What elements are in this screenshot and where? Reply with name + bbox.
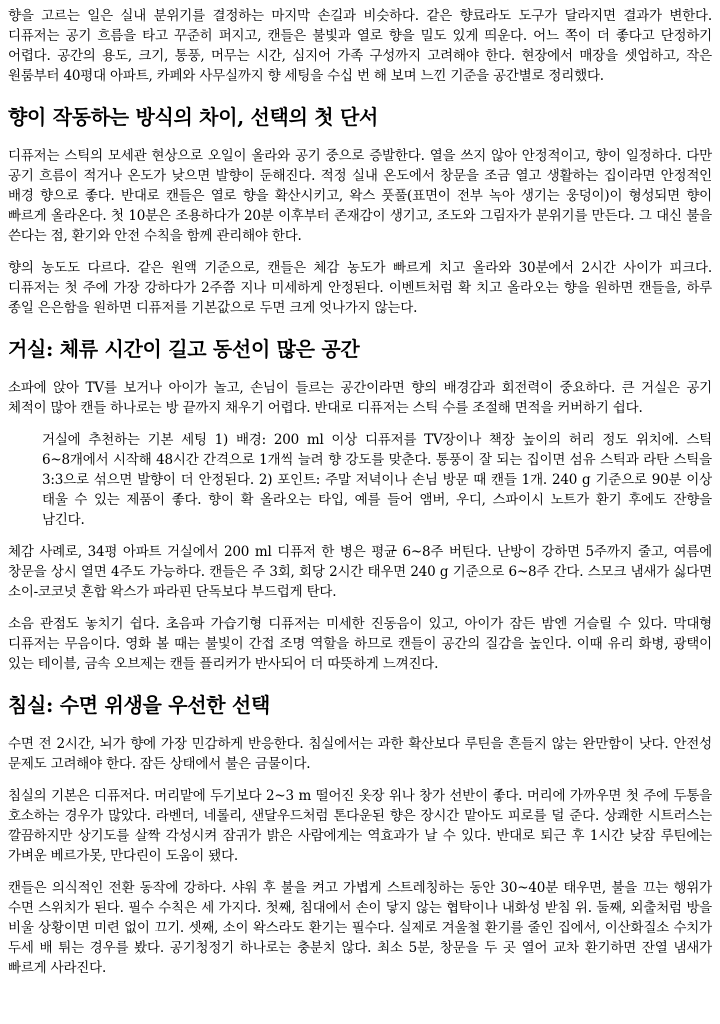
- section-heading-living-room: 거실: 체류 시간이 길고 동선이 많은 공간: [8, 337, 360, 361]
- article: [0, 6, 720, 978]
- mechanism-paragraph-2: 향의 농도도 다르다. 같은 원액 기준으로, 캔들은 체감 농도가 빠르게 치고 올라와 30분에서 2시간 사이가 피크다. 디퓨저는 첫 주에 가장 강하다가 2주쯤 지나 미세하게 안정된다. 이벤트처럼 확 치고 올라오는 향을 원하면 캔들을, 하루 종일 은은함을 원하면 디퓨저를 기본값으로 두면 크게 엇나가지 않는다.: [8, 260, 712, 316]
- living-room-paragraph-3: 소음 관점도 놓치기 쉽다. 초음파 가습기형 디퓨저는 미세한 진동음이 있고, 아이가 잠든 밤엔 거슬릴 수 있다. 막대형 디퓨저는 무음이다. 영화 볼 때는 불빛이 간접 조명 역할을 하므로 캔들이 공간의 질감을 높인다. 이때 유리 화병, 광택이 있는 테이블, 금속 오브제는 캔들 플리커가 반사되어 더 따뜻하게 느껴진다.: [8, 616, 712, 672]
- bedroom-paragraph-1: 수면 전 2시간, 뇌가 향에 가장 민감하게 반응한다. 침실에서는 과한 확산보다 루틴을 흔들지 않는 완만함이 낫다. 안전성 문제도 고려해야 한다. 잠든 상태에서 불은 금물이다.: [8, 736, 712, 772]
- living-room-recommended-setup-quote: [8, 430, 712, 530]
- bedroom-paragraph-3: 캔들은 의식적인 전환 동작에 강하다. 샤워 후 불을 켜고 가볍게 스트레칭하는 동안 30~40분 태우면, 불을 끄는 행위가 수면 스위치가 된다. 필수 수칙은 세 가지다. 첫째, 침대에서 손이 닿지 않는 협탁이나 내화성 받침 위. 둘째, 외출처럼 방을 비울 상황이면 미련 없이 끄기. 셋째, 소이 왁스라도 환기는 필수다. 실제로 겨울철 환기를 줄인 집에서, 이산화질소 수치가 두세 배 튀는 경우를 봤다. 공기청정기 하나로는 충분치 않다. 최소 5분, 창문을 두 곳 열어 교차 환기하면 잔열 냄새가 빠르게 사라진다.: [8, 880, 712, 976]
- section-heading-bedroom: 침실: 수면 위생을 우선한 선택: [8, 693, 270, 717]
- mechanism-paragraph-1: 디퓨저는 스틱의 모세관 현상으로 오일이 올라와 공기 중으로 증발한다. 열을 쓰지 않아 안정적이고, 향이 일정하다. 다만 공기 흐름이 적거나 온도가 낮으면 발향이 둔해진다. 적정 실내 온도에서 창문을 조금 열고 생활하는 집이라면 안정적인 배경 향으로 좋다. 반대로 캔들은 열로 향을 확산시키고, 왁스 풋풀(표면이 전부 녹아 생기는 웅덩이)이 형성되면 향이 빠르게 올라온다. 첫 10분은 조용하다가 20분 이후부터 존재감이 생기고, 조도와 그림자가 분위기를 만든다. 그 대신 불을 쓴다는 점, 환기와 안전 수칙을 함께 관리해야 한다.: [8, 148, 712, 244]
- intro-paragraph: 향을 고르는 일은 실내 분위기를 결정하는 마지막 손길과 비슷하다. 같은 향료라도 도구가 달라지면 결과가 변한다. 디퓨저는 공기 흐름을 타고 꾸준히 퍼지고, 캔들은 불빛과 열로 향을 밀도 있게 띄운다. 어느 쪽이 더 좋다고 단정하기 어렵다. 공간의 용도, 크기, 통풍, 머무는 시간, 심지어 가족 구성까지 고려해야 한다. 현장에서 매장을 셋업하고, 작은 원룸부터 40평대 아파트, 카페와 사무실까지 향 세팅을 수십 번 해 보며 느낀 기준을 공간별로 정리했다.: [8, 8, 712, 84]
- section-heading-mechanism: 향이 작동하는 방식의 차이, 선택의 첫 단서: [8, 105, 378, 129]
- living-room-paragraph-2: 체감 사례로, 34평 아파트 거실에서 200 ml 디퓨저 한 병은 평균 6~8주 버틴다. 난방이 강하면 5주까지 줄고, 여름에 창문을 상시 열면 4주도 가능하다. 캔들은 주 3회, 회당 2시간 태우면 240 g 기준으로 6~8주 간다. 스모크 냄새가 싫다면 소이-코코넛 혼합 왁스가 파라핀 단독보다 부드럽게 탄다.: [8, 544, 712, 600]
- living-room-quote-text: 거실에 추천하는 기본 세팅 1) 배경: 200 ml 이상 디퓨저를 TV장이나 책장 높이의 허리 정도 위치에. 스틱 6~8개에서 시작해 48시간 간격으로 1개씩 늘려 향 강도를 맞춘다. 통풍이 잘 되는 집이면 섬유 스틱과 라탄 스틱을 3:3으로 섞으면 발향이 더 안정된다. 2) 포인트: 주말 저녁이나 손님 방문 때 캔들 1개. 240 g 기준으로 90분 이상 태울 수 있는 제품이 좋다. 향이 확 올라오는 타입, 예를 들어 앰버, 우디, 스파이시 노트가 환기 후에도 잔향을 남긴다.: [42, 432, 712, 528]
- bedroom-paragraph-2: 침실의 기본은 디퓨저다. 머리맡에 두기보다 2~3 m 떨어진 옷장 위나 창가 선반이 좋다. 머리에 가까우면 첫 주에 두통을 호소하는 경우가 많았다. 라벤더, 네롤리, 샌달우드처럼 톤다운된 향은 장시간 맡아도 피로를 덜 준다. 상쾌한 시트러스는 깔끔하지만 상기도를 살짝 각성시켜 잠귀가 밝은 사람에게는 역효과가 날 수 있다. 반대로 퇴근 후 1시간 낮잠 루틴에는 가벼운 베르가못, 만다린이 도움이 됐다.: [8, 788, 712, 864]
- living-room-paragraph-1: 소파에 앉아 TV를 보거나 아이가 놀고, 손님이 들르는 공간이라면 향의 배경감과 회전력이 중요하다. 큰 거실은 공기 체적이 많아 캔들 하나로는 방 끝까지 채우기 어렵다. 반대로 디퓨저는 스틱 수를 조절해 면적을 커버하기 쉽다.: [8, 380, 712, 416]
